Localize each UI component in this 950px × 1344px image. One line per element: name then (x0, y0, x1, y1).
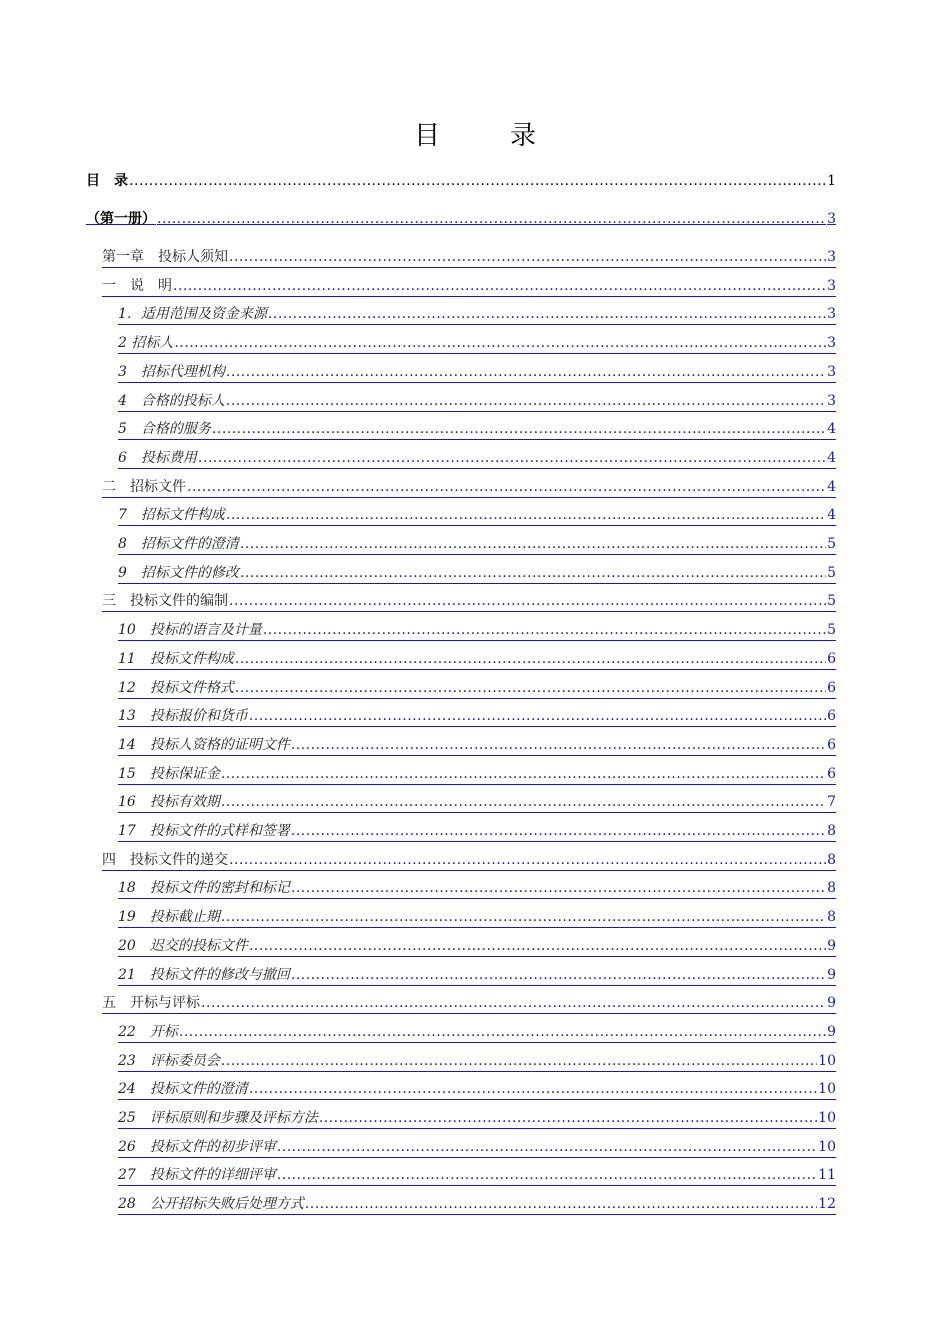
toc-dot-leader (174, 333, 826, 353)
toc-entry[interactable] (102, 993, 836, 1014)
toc-entry-label: 目 录 (86, 173, 128, 189)
toc-entry-label: 2 招标人 (118, 335, 174, 352)
toc-entry-label: 12 投标文件格式 (118, 679, 234, 696)
toc-entry-page-number: 6 (827, 708, 836, 725)
toc-dot-leader (187, 477, 826, 497)
toc-entry-label: 16 投标有效期 (118, 794, 220, 811)
toc-entry[interactable] (102, 247, 836, 268)
toc-entry[interactable] (102, 276, 836, 297)
toc-entry[interactable] (118, 792, 836, 813)
toc-dot-leader (201, 993, 826, 1013)
toc-entry[interactable] (118, 1079, 836, 1100)
toc-dot-leader (240, 563, 826, 583)
toc-entry-page-number: 12 (818, 1196, 836, 1213)
toc-entry[interactable] (118, 1108, 836, 1129)
toc-entry[interactable] (86, 209, 836, 229)
toc-entry[interactable] (118, 1194, 836, 1215)
toc-dot-leader (221, 907, 826, 927)
toc-entry-page-number: 9 (827, 966, 836, 983)
toc-entry-page-number: 9 (827, 937, 836, 954)
toc-entry[interactable] (118, 505, 836, 526)
toc-dot-leader (226, 505, 826, 525)
toc-entry[interactable] (118, 649, 836, 670)
toc-entry[interactable] (118, 333, 836, 354)
toc-entry-label: 3 招标代理机构 (118, 363, 225, 380)
toc-entry[interactable] (118, 965, 836, 986)
toc-dot-leader (268, 304, 826, 324)
toc-dot-leader (277, 1165, 817, 1185)
toc-dot-leader (235, 678, 826, 698)
toc-entry-page-number: 6 (827, 736, 836, 753)
toc-entry[interactable] (118, 821, 836, 842)
toc-entry-label: 11 投标文件构成 (118, 650, 234, 667)
toc-entry-page-number: 4 (827, 507, 836, 524)
toc-entry-page-number: 4 (827, 478, 836, 495)
toc-dot-leader (198, 448, 826, 468)
toc-dot-leader (277, 1137, 817, 1157)
toc-entry-page-number: 3 (827, 363, 836, 380)
toc-entry-label: 23 评标委员会 (118, 1052, 220, 1069)
toc-dot-leader (291, 878, 826, 898)
toc-entry[interactable] (102, 477, 836, 498)
toc-dot-leader (305, 1194, 817, 1214)
toc-entry[interactable] (118, 907, 836, 928)
toc-entry[interactable] (118, 936, 836, 957)
toc-entry-page-number: 9 (827, 995, 836, 1012)
toc-dot-leader (157, 209, 826, 229)
toc-dot-leader (221, 764, 826, 784)
toc-entry-page-number: 3 (827, 392, 836, 409)
toc-entry-label: 1．适用范围及资金来源 (118, 306, 267, 323)
toc-entry-label: 8 招标文件的澄清 (118, 536, 239, 552)
toc-entry[interactable] (118, 1022, 836, 1043)
toc-entry[interactable] (118, 419, 836, 440)
toc-entry-page-number: 4 (827, 449, 836, 466)
toc-entry-label: 四 投标文件的递交 (102, 851, 228, 868)
toc-dot-leader (221, 792, 826, 812)
toc-dot-leader (235, 649, 826, 669)
toc-entry-page-number: 3 (827, 335, 836, 352)
toc-dot-leader (263, 620, 826, 640)
toc-dot-leader (226, 391, 826, 411)
toc-entry[interactable] (118, 764, 836, 785)
toc-entry-label: 五 开标与评标 (102, 995, 200, 1012)
toc-entry-label: 17 投标文件的式样和签署 (118, 823, 290, 839)
toc-entry[interactable] (118, 362, 836, 383)
toc-entry-page-number: 3 (827, 306, 836, 323)
toc-entry-page-number: 8 (827, 823, 836, 839)
toc-dot-leader (291, 735, 826, 755)
toc-entry-label: 22 开标 (118, 1023, 178, 1040)
toc-entry-label: 25 评标原则和步骤及评标方法 (118, 1110, 318, 1126)
toc-dot-leader (249, 1079, 817, 1099)
toc-entry[interactable] (118, 448, 836, 469)
toc-entry-page-number: 5 (827, 564, 836, 581)
toc-entry-label: 5 合格的服务 (118, 421, 211, 438)
toc-entry-label: 6 投标费用 (118, 449, 197, 466)
toc-entry-page-number: 10 (818, 1081, 836, 1098)
toc-entry[interactable] (118, 620, 836, 641)
toc-dot-leader (229, 247, 826, 267)
toc-dot-leader (226, 362, 826, 382)
toc-entry-page-number: 6 (827, 765, 836, 782)
toc-entry-page-number: 11 (818, 1167, 836, 1184)
toc-entry-label: （第一册） (86, 211, 156, 227)
toc-entry-page-number: 7 (827, 794, 836, 811)
toc-dot-leader (319, 1108, 817, 1128)
toc-entry-page-number: 1 (827, 173, 836, 189)
toc-entry-label: 19 投标截止期 (118, 909, 220, 926)
toc-dot-leader (229, 591, 826, 611)
toc-dot-leader (221, 1051, 817, 1071)
toc-dot-leader (249, 706, 826, 726)
toc-entry-page-number: 10 (818, 1110, 836, 1126)
toc-entry[interactable] (118, 1137, 836, 1158)
toc-dot-leader (129, 171, 826, 191)
toc-entry-page-number: 6 (827, 679, 836, 696)
toc-entry-label: 三 投标文件的编制 (102, 593, 228, 610)
toc-entry[interactable] (102, 850, 836, 871)
toc-entry-label: 21 投标文件的修改与撤回 (118, 966, 290, 983)
toc-entry-label: 4 合格的投标人 (118, 392, 225, 409)
toc-entry[interactable] (118, 878, 836, 899)
toc-entry[interactable] (118, 678, 836, 699)
toc-entry-label: 10 投标的语言及计量 (118, 622, 262, 639)
toc-entry-label: 15 投标保证金 (118, 765, 220, 782)
toc-entry[interactable] (102, 591, 836, 612)
toc-entry-label: 28 公开招标失败后处理方式 (118, 1196, 304, 1213)
toc-entry-page-number: 3 (827, 277, 836, 294)
toc-dot-leader (229, 850, 826, 870)
toc-entry-page-number: 10 (818, 1052, 836, 1069)
toc-entry-label: 20 迟交的投标文件 (118, 937, 248, 954)
toc-entry-label: 27 投标文件的详细评审 (118, 1167, 276, 1184)
toc-entry-page-number: 5 (827, 536, 836, 552)
toc-entry-label: 7 招标文件构成 (118, 507, 225, 524)
toc-entry-page-number: 8 (827, 909, 836, 926)
toc-entry-page-number: 8 (827, 880, 836, 897)
toc-dot-leader (291, 821, 826, 841)
toc-entry-page-number: 3 (827, 249, 836, 265)
toc-entry-label: 26 投标文件的初步评审 (118, 1138, 276, 1155)
toc-entry[interactable] (118, 534, 836, 555)
toc-entry-page-number: 6 (827, 650, 836, 667)
toc-dot-leader (240, 534, 826, 554)
toc-title: 目 录 (413, 121, 558, 151)
toc-entry[interactable] (118, 391, 836, 412)
toc-entry[interactable] (86, 171, 836, 191)
toc-entry[interactable] (118, 735, 836, 756)
toc-entry-label: 24 投标文件的澄清 (118, 1081, 248, 1098)
toc-entry[interactable] (118, 1165, 836, 1186)
toc-entry-page-number: 5 (827, 622, 836, 639)
toc-dot-leader (173, 276, 826, 296)
toc-entry[interactable] (118, 304, 836, 325)
toc-entry-page-number: 4 (827, 421, 836, 438)
toc-entry[interactable] (118, 706, 836, 727)
toc-entry-label: 9 招标文件的修改 (118, 564, 239, 581)
toc-entry-page-number: 5 (827, 593, 836, 610)
toc-dot-leader (212, 419, 826, 439)
toc-entry-page-number: 10 (818, 1138, 836, 1155)
toc-entry[interactable] (118, 563, 836, 584)
toc-entry-label: 14 投标人资格的证明文件 (118, 736, 290, 753)
toc-entry-label: 13 投标报价和货币 (118, 708, 248, 725)
toc-entry[interactable] (118, 1051, 836, 1072)
toc-entry-page-number: 3 (827, 211, 836, 227)
toc-entry-page-number: 8 (827, 851, 836, 868)
toc-entry-label: 第一章 投标人须知 (102, 249, 228, 265)
toc-entry-label: 一 说 明 (102, 277, 172, 294)
toc-dot-leader (179, 1022, 826, 1042)
toc-dot-leader (291, 965, 826, 985)
toc-entry-label: 二 招标文件 (102, 478, 186, 495)
toc-entry-page-number: 9 (827, 1023, 836, 1040)
toc-entry-label: 18 投标文件的密封和标记 (118, 880, 290, 897)
toc-dot-leader (249, 936, 826, 956)
